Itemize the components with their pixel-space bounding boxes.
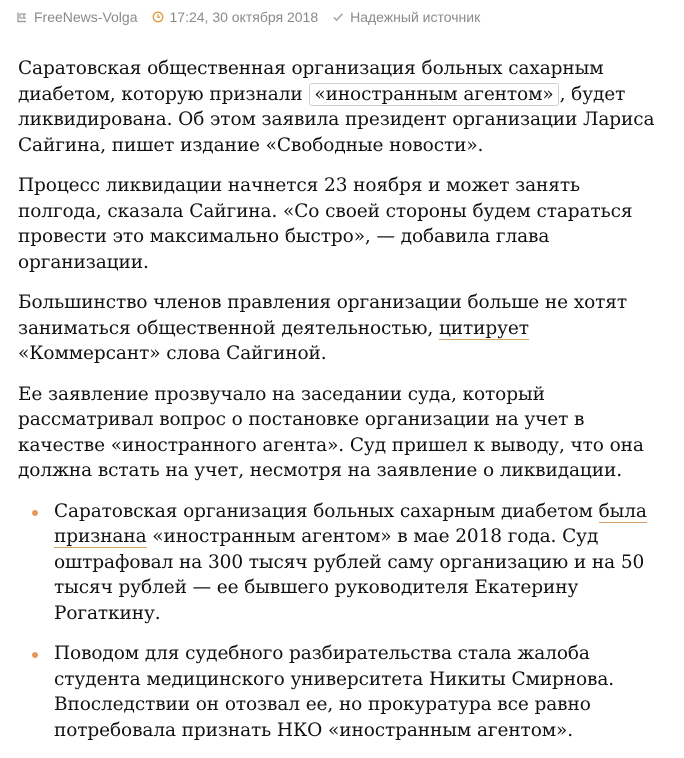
bullet-dot-icon (32, 510, 38, 516)
p3-text-before: Большинство членов правления организации больше не хотят заниматься общественной деятельностью, (18, 292, 627, 339)
publish-datetime: 17:24, 30 октября 2018 (169, 9, 319, 25)
bullet-1-text-before: Саратовская организация больных сахарным диабетом (54, 500, 599, 522)
paragraph-3 (18, 290, 668, 367)
article-body (18, 56, 668, 758)
was-recognized-link[interactable]: была признана (54, 500, 647, 547)
paragraph-4: Ее заявление прозвучало на заседании суда, который рассматривал вопрос о постановке организации на учет в качестве «иностранного агента». Суд пришел к выводу, что она должна встать на учет, несмотря на заявление о ликвидации. (18, 383, 644, 481)
source-flag-icon (16, 11, 28, 23)
p3-text-after: «Коммерсант» слова Сайгиной. (18, 343, 327, 364)
p1-text-after: , будет ликвидирована. Об этом заявила президент организации Лариса Сайгина, пишет издание «Свободные новости». (18, 83, 655, 156)
bullet-dot-icon (32, 652, 38, 658)
foreign-agent-quote-link[interactable]: «иностранным агентом» (309, 83, 558, 106)
paragraph-1 (18, 56, 668, 158)
checkmark-icon (332, 11, 344, 23)
publish-time (152, 7, 319, 27)
source-name[interactable]: FreeNews-Volga (34, 9, 138, 25)
list-item (18, 641, 668, 743)
article-meta (16, 7, 480, 27)
related-facts-list (18, 499, 668, 744)
bullet-1-text-after: «иностранным агентом» в мае 2018 года. Суд оштрафовал на 300 тысяч рублей саму организацию и на 50 тысяч рублей — ее бывшего руководителя Екатерину Рогаткину. (54, 526, 645, 624)
p1-text-before: Саратовская общественная организация больных сахарным диабетом, которую признали (18, 58, 604, 105)
list-item (18, 499, 668, 627)
trust-badge (332, 7, 480, 27)
quotes-link[interactable]: цитирует (438, 317, 529, 339)
source-link[interactable] (16, 7, 138, 27)
paragraph-2: Процесс ликвидации начнется 23 ноября и может занять полгода, сказала Сайгина. «Со своей стороны будем стараться провести это максимально быстро», — добавила глава организации. (18, 175, 633, 273)
clock-icon (152, 11, 164, 23)
bullet-2-text: Поводом для судебного разбирательства стала жалоба студента медицинского университета Никиты Смирнова. Впоследствии он отозвал ее, но прокуратура все равно потребовала признать НКО «иностранным агентом». (54, 643, 615, 741)
trust-label: Надежный источник (350, 9, 481, 25)
